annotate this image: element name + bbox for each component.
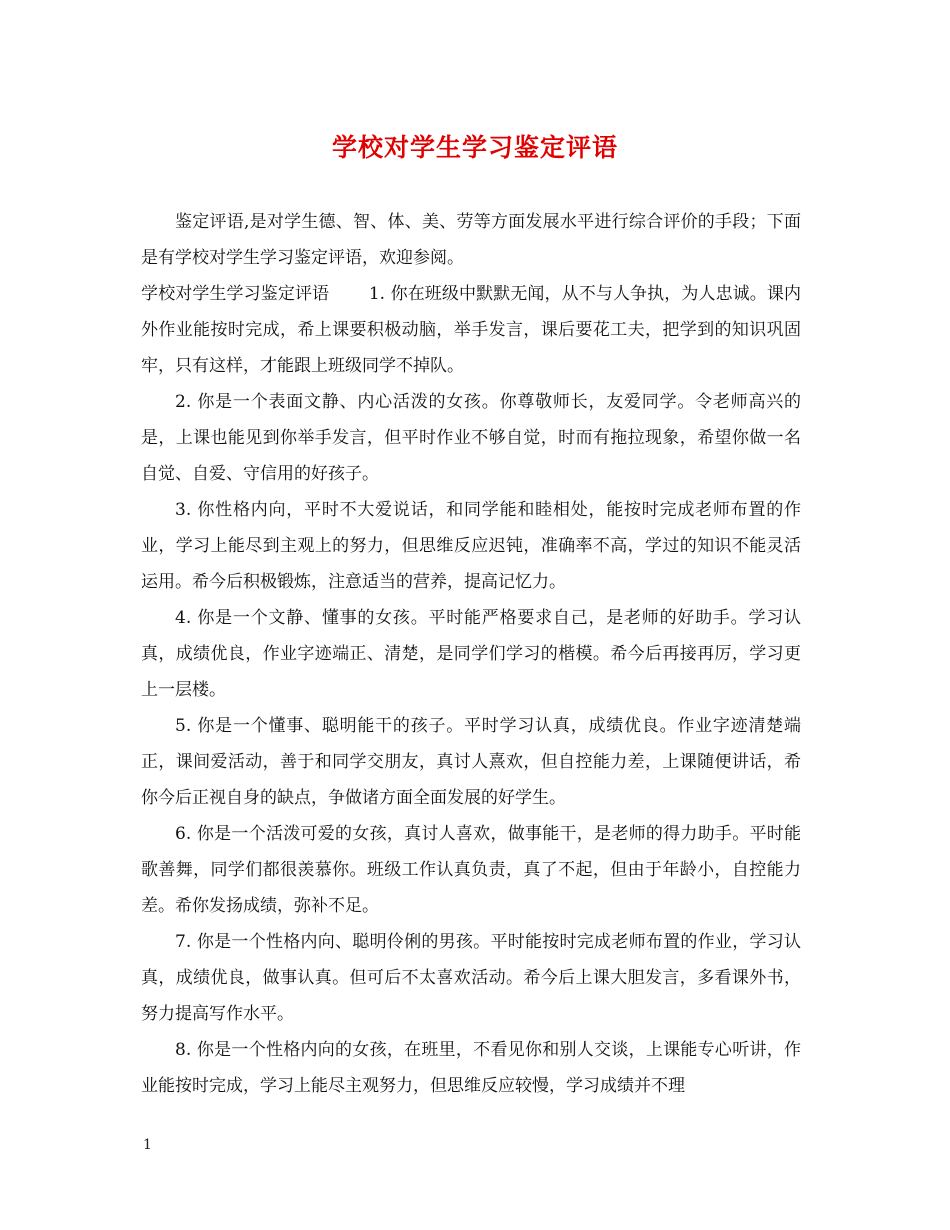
document-body	[141, 204, 801, 1104]
comment-paragraph-3: 3. 你性格内向，平时不大爱说话，和同学能和睦相处，能按时完成老师布置的作业，学习上能尽到主观上的努力，但思维反应迟钝，准确率不高，学过的知识不能灵活运用。希今后积极锻炼，注意适当的营养，提高记忆力。	[141, 500, 801, 592]
comment-paragraph-8: 8. 你是一个性格内向的女孩，在班里，不看见你和别人交谈，上课能专心听讲，作业能按时完成，学习上能尽主观努力，但思维反应较慢，学习成绩并不理	[141, 1040, 801, 1096]
comment-paragraph-5: 5. 你是一个懂事、聪明能干的孩子。平时学习认真，成绩优良。作业字迹清楚端正，课间爱活动，善于和同学交朋友，真讨人熹欢，但自控能力差，上课随便讲话，希你今后正视自身的缺点，争做诸方面全面发展的好学生。	[141, 716, 801, 808]
comment-paragraph-2: 2. 你是一个表面文静、内心活泼的女孩。你尊敬师长，友爱同学。令老师高兴的是，上课也能见到你举手发言，但平时作业不够自觉，时而有拖拉现象，希望你做一名自觉、自爱、守信用的好孩子。	[141, 392, 801, 484]
page-number: 1	[143, 1137, 152, 1153]
comment-paragraph-7: 7. 你是一个性格内向、聪明伶俐的男孩。平时能按时完成老师布置的作业，学习认真，成绩优良，做事认真。但可后不太喜欢活动。希今后上课大胆发言，多看课外书，努力提高写作水平。	[141, 932, 801, 1024]
comment-paragraph-4: 4. 你是一个文静、懂事的女孩。平时能严格要求自己，是老师的好助手。学习认真，成绩优良，作业字迹端正、清楚，是同学们学习的楷模。希今后再接再厉，学习更上一层楼。	[141, 608, 801, 700]
document-title: 学校对学生学习鉴定评语	[331, 133, 618, 162]
comment-paragraph-6: 6. 你是一个活泼可爱的女孩，真讨人喜欢，做事能干，是老师的得力助手。平时能歌善舞，同学们都很羡慕你。班级工作认真负责，真了不起，但由于年龄小，自控能力差。希你发扬成绩，弥补不足。	[141, 824, 801, 916]
intro-paragraph: 鉴定评语,是对学生德、智、体、美、劳等方面发展水平进行综合评价的手段；下面是有学校对学生学习鉴定评语，欢迎参阅。	[141, 212, 801, 268]
lead-in-paragraph: 学校对学生学习鉴定评语 1. 你在班级中默默无闻，从不与人争执，为人忠诚。课内外作业能按时完成，希上课要积极动脑，举手发言，课后要花工夫，把学到的知识巩固牢，只有这样，才能跟上班级同学不掉队。	[141, 284, 801, 376]
